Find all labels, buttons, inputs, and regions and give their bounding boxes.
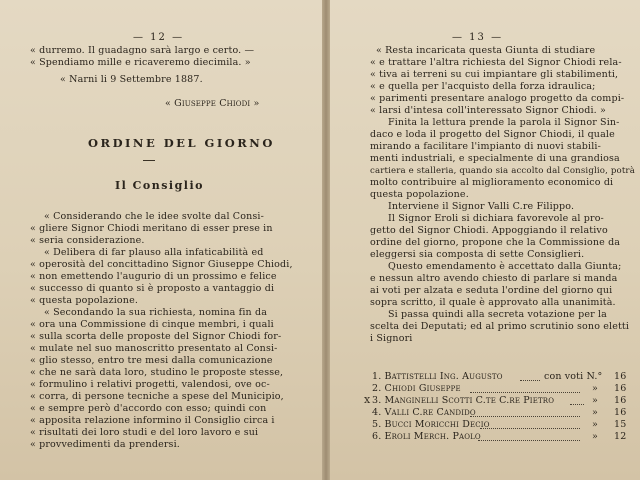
leader-dots bbox=[470, 416, 580, 417]
body-line: « sulla scorta delle proposte del Signor Chiodi for- bbox=[30, 331, 282, 342]
elected-votes: 15 bbox=[614, 419, 627, 430]
elected-votes: 16 bbox=[614, 371, 627, 382]
body-line: daco e loda il progetto del Signor Chiodi, il quale bbox=[370, 129, 615, 140]
body-line: « Considerando che le idee svolte dal Consi- bbox=[44, 211, 264, 222]
leader-dots bbox=[570, 404, 584, 405]
right-page bbox=[330, 0, 640, 480]
leader-dots bbox=[470, 392, 580, 393]
body-line: « formulino i relativi progetti, valendosi, ove oc- bbox=[30, 379, 270, 390]
section-subtitle: Il Consiglio bbox=[115, 179, 205, 192]
elected-prefix: » bbox=[592, 395, 598, 406]
signature: « Giuseppe Chiodi » bbox=[165, 98, 260, 109]
body-line: ai voti per alzata e seduta l'ordine del giorno qui bbox=[370, 285, 613, 296]
body-line: questa popolazione. bbox=[370, 189, 469, 200]
body-line: « ora una Commissione di cinque membri, i quali bbox=[30, 319, 274, 330]
body-line: « e sempre però d'accordo con esso; quindi con bbox=[30, 403, 267, 414]
body-line: scelta dei Deputati; ed al primo scrutinio sono eletti bbox=[370, 321, 630, 332]
elected-prefix: » bbox=[592, 383, 598, 394]
body-line: « questa popolazione. bbox=[30, 295, 139, 306]
body-line: « gliere Signor Chiodi meritano di esser prese in bbox=[30, 223, 273, 234]
elected-prefix: con voti N.° bbox=[544, 371, 603, 382]
elected-name: 4. Valli C.re Candido bbox=[372, 407, 476, 418]
body-line: « risultati dei loro studi e del loro lavoro e sui bbox=[30, 427, 259, 438]
body-line: « larsi d'intesa coll'interessato Signor Chiodi. » bbox=[370, 105, 606, 116]
body-line: « glio stesso, entro tre mesi dalla comunicazione bbox=[30, 355, 273, 366]
body-line: « seria considerazione. bbox=[30, 235, 145, 246]
leader-dots bbox=[480, 428, 580, 429]
body-line: « mulate nel suo manoscritto presentato al Consi- bbox=[30, 343, 278, 354]
text-line: « Spendiamo mille e ricaveremo diecimila. » bbox=[30, 57, 251, 68]
body-line: « provvedimenti da prendersi. bbox=[30, 439, 180, 450]
elected-name: 3. Manginelli Scotti C.te C.re Pietro bbox=[372, 395, 555, 406]
body-line: Questo emendamento è accettato dalla Giunta; bbox=[388, 261, 622, 272]
body-line: « tiva ai terreni su cui impiantare gli stabilimenti, bbox=[370, 69, 619, 80]
elected-votes: 12 bbox=[614, 431, 627, 442]
text-line: « durremo. Il guadagno sarà largo e certo. — bbox=[30, 45, 255, 56]
book-gutter bbox=[322, 0, 330, 480]
body-line: menti industriali, e specialmente di una grandiosa bbox=[370, 153, 620, 164]
body-line: « e quella per l'acquisto della forza idraulica; bbox=[370, 81, 596, 92]
section-title: ORDINE DEL GIORNO bbox=[88, 136, 275, 150]
body-line: « apposita relazione informino il Consiglio circa i bbox=[30, 415, 275, 426]
body-line: Il Signor Eroli si dichiara favorevole al pro- bbox=[388, 213, 604, 224]
body-line: « operosità del concittadino Signor Giuseppe Chiodi, bbox=[30, 259, 293, 270]
elected-name: 6. Eroli Merch. Paolo bbox=[372, 431, 481, 442]
elected-prefix: » bbox=[592, 431, 598, 442]
body-line: « Delibera di far plauso alla infaticabilità ed bbox=[44, 247, 264, 258]
leader-dots bbox=[478, 440, 580, 441]
body-line: mirando a facilitare l'impianto di nuovi stabili- bbox=[370, 141, 601, 152]
body-line: molto contribuire al miglioramento economico di bbox=[370, 177, 614, 188]
body-line: « Secondando la sua richiesta, nomina fin da bbox=[44, 307, 268, 318]
elected-votes: 16 bbox=[614, 407, 627, 418]
body-line: Si passa quindi alla secreta votazione per la bbox=[388, 309, 607, 320]
body-line: ordine del giorno, propone che la Commissione da bbox=[370, 237, 621, 248]
page-number-left: — 12 — bbox=[133, 32, 185, 43]
body-line: « Resta incaricata questa Giunta di studiare bbox=[376, 45, 596, 56]
elected-name: 1. Battistelli Ing. Augusto bbox=[372, 371, 503, 382]
body-line: sopra scritto, il quale è approvato alla unanimità. bbox=[370, 297, 616, 308]
body-line: i Signori bbox=[370, 333, 413, 344]
body-line: « corra, di persone tecniche a spese del Municipio, bbox=[30, 391, 284, 402]
body-line: « successo di quanto si è proposto a vantaggio di bbox=[30, 283, 275, 294]
body-line: Interviene il Signor Valli C.re Filippo. bbox=[388, 201, 575, 212]
body-line: cartiera e stalleria, quando sia accolto dal Consiglio, potrà bbox=[370, 166, 635, 176]
title-rule bbox=[143, 160, 155, 161]
elected-prefix: » bbox=[592, 419, 598, 430]
body-line: « non emettendo l'augurio di un prossimo e felice bbox=[30, 271, 277, 282]
body-line: Finita la lettura prende la parola il Signor Sin- bbox=[388, 117, 620, 128]
page-number-right: — 13 — bbox=[452, 32, 504, 43]
body-line: « che ne sarà data loro, studino le proposte stesse, bbox=[30, 367, 284, 378]
body-line: getto del Signor Chiodi. Appoggiando il relativo bbox=[370, 225, 608, 236]
body-line: « e trattare l'altra richiesta del Signor Chiodi rela- bbox=[370, 57, 622, 68]
elected-name: 5. Bucci Moricchi Decio bbox=[372, 419, 490, 430]
body-line: e nessun altro avendo chiesto di parlare si manda bbox=[370, 273, 618, 284]
leader-dots bbox=[520, 380, 540, 381]
handwritten-mark: x bbox=[364, 393, 371, 406]
elected-prefix: » bbox=[592, 407, 598, 418]
body-line: « parimenti presentare analogo progetto da compi- bbox=[370, 93, 625, 104]
elected-votes: 16 bbox=[614, 383, 627, 394]
elected-name: 2. Chiodi Giuseppe bbox=[372, 383, 461, 394]
body-line: eleggersi sia composta di sette Consiglieri. bbox=[370, 249, 585, 260]
elected-votes: 16 bbox=[614, 395, 627, 406]
date-line: « Narni li 9 Settembre 1887. bbox=[60, 74, 203, 85]
